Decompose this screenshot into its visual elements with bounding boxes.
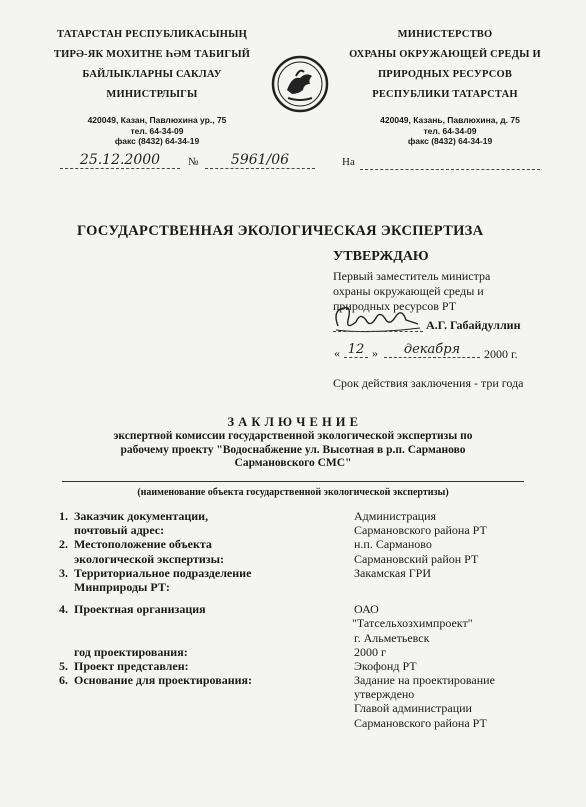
items-list [59, 509, 539, 730]
list-item [59, 523, 539, 537]
header-right-address [360, 115, 540, 147]
position-line: охраны окружающей среды и [333, 284, 484, 298]
emblem-logo [270, 54, 330, 114]
item-right: Экофонд РТ [354, 658, 417, 673]
address-line: 420049, Казан, Павлюхина ур., 75 [87, 115, 227, 125]
item-left: 6. Основание для проектирования: [59, 673, 253, 688]
address-line: тел. 64-34-09 [423, 125, 477, 136]
header-left-line: БАЙЛЫКЛАРНЫ САКЛАУ [82, 69, 222, 80]
item-left: год проектирования: [59, 644, 188, 659]
item-right: Закамская ГРИ [354, 565, 432, 580]
header-left-address [72, 115, 242, 147]
validity-text: Срок действия заключения - три года [333, 376, 524, 390]
conclusion-line: экспертной комиссии государственной экологической экспертизы по [113, 430, 473, 442]
date-month: декабря [384, 342, 480, 358]
registration-line [60, 152, 540, 176]
item-left: экологической экспертизы: [59, 551, 224, 566]
item-left: 4. Проектная организация [59, 602, 206, 617]
header-left-line: ТАТАРСТАН РЕСПУБЛИКАСЫНЫҢ [57, 29, 247, 40]
conclusion-text [0, 430, 586, 471]
conclusion-heading: З А К Л Ю Ч Е Н И Е [227, 415, 359, 429]
item-left: 1. Заказчик документации, [59, 509, 209, 523]
signature [330, 300, 430, 338]
object-name-rule [62, 481, 524, 482]
header-right-line: МИНИСТЕРСТВО [397, 29, 493, 40]
item-right: Администрация [354, 509, 437, 523]
date-year: 2000 г. [484, 347, 518, 361]
date-day: 12 [344, 342, 368, 358]
conclusion-line: Сармановского СМС" [234, 457, 352, 469]
header-left [52, 27, 252, 102]
list-item [59, 566, 539, 580]
header-right-line: ПРИРОДНЫХ РЕСУРСОВ [377, 69, 513, 80]
signature-line [333, 331, 423, 332]
item-right: Сармановского района РТ [354, 523, 487, 538]
list-item [59, 537, 539, 551]
address-line: тел. 64-34-09 [130, 125, 184, 136]
quote-close: » [372, 346, 378, 360]
header-right [340, 27, 550, 102]
reg-date: 25.12.2000 [60, 152, 180, 169]
quote-open: « [334, 346, 340, 360]
item-left: почтовый адрес: [59, 523, 165, 538]
list-item [59, 602, 539, 616]
list-item [59, 701, 539, 715]
item-right: ОАО [354, 602, 379, 617]
reg-to-label: На [342, 156, 355, 168]
item-right: Сармановский район РТ [354, 551, 479, 566]
item-left: Минприроды РТ: [59, 579, 170, 594]
item-right: Сармановского района РТ [354, 715, 487, 730]
header-left-line: МИНИСТРЛЫГЫ [106, 89, 198, 100]
list-item [59, 616, 539, 630]
page-title: ГОСУДАРСТВЕННАЯ ЭКОЛОГИЧЕСКАЯ ЭКСПЕРТИЗА [77, 223, 484, 239]
item-right: Главой администрации [354, 701, 472, 716]
item-right: утверждено [354, 687, 415, 702]
list-item [59, 509, 539, 523]
list-item [59, 580, 539, 594]
reg-to-field [360, 152, 540, 170]
reg-number-label: № [188, 156, 199, 168]
list-item [59, 552, 539, 566]
list-item [59, 659, 539, 673]
item-left: 5. Проект представлен: [59, 658, 189, 673]
approve-date [334, 342, 534, 362]
header-left-line: ТИРӘ-ЯК МОХИТНЕ ҺӘМ ТАБИГЫЙ [53, 49, 251, 60]
approve-heading: УТВЕРЖДАЮ [333, 249, 429, 264]
list-item [59, 687, 539, 701]
reg-number: 5961/06 [205, 152, 315, 169]
object-name-caption: (наименование объекта государственной экологической экспертизы) [137, 487, 449, 498]
list-item [59, 673, 539, 687]
item-right: 2000 г [354, 644, 386, 659]
item-left: 2. Местоположение объекта [59, 537, 212, 552]
item-right: н.п. Сарманово [354, 537, 432, 552]
item-right: г. Альметьевск [354, 630, 430, 645]
header-right-line: РЕСПУБЛИКИ ТАТАРСТАН [372, 89, 518, 100]
item-right: Задание на проектирование [354, 673, 495, 688]
position-line: природных ресурсов РТ [333, 299, 457, 313]
address-line: факс (8432) 64-34-19 [407, 136, 493, 146]
item-left: 3. Территориальное подразделение [59, 565, 252, 580]
address-line: факс (8432) 64-34-19 [114, 136, 200, 146]
list-item [59, 645, 539, 659]
position-line: Первый заместитель министра [333, 269, 491, 283]
list-item [59, 631, 539, 645]
header-right-line: ОХРАНЫ ОКРУЖАЮЩЕЙ СРЕДЫ И [349, 49, 541, 60]
list-item [59, 716, 539, 730]
address-line: 420049, Казань, Павлюхина, д. 75 [380, 115, 520, 125]
item-right: "Татсельхозхимпроект" [349, 616, 473, 631]
conclusion-line: рабочему проекту "Водоснабжение ул. Высотная в р.п. Сарманово [120, 443, 466, 456]
signer-name: А.Г. Габайдуллин [426, 318, 521, 332]
